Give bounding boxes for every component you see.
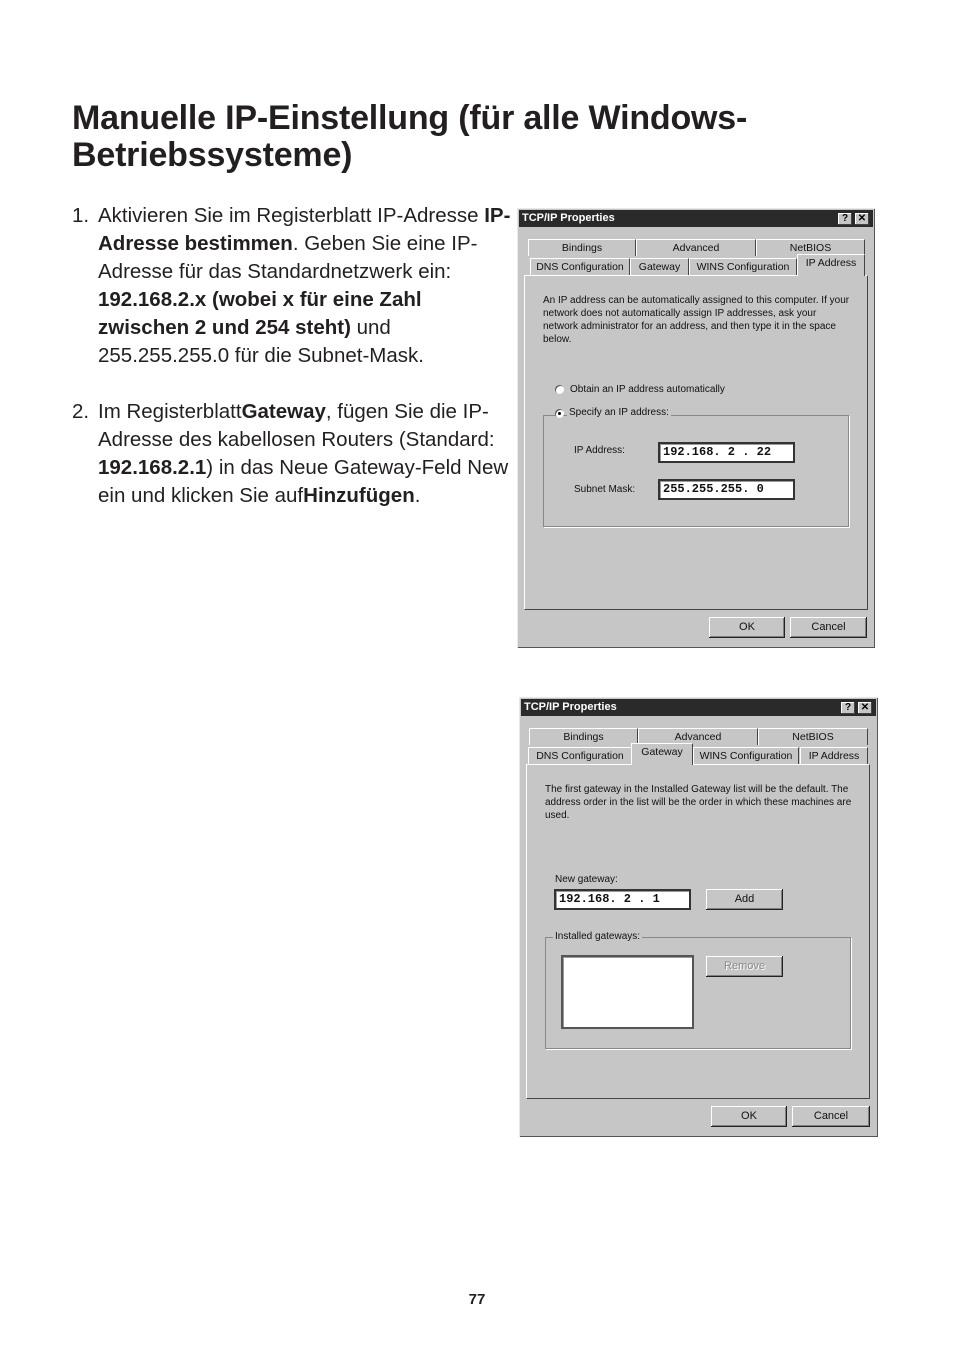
add-button[interactable]: Add: [706, 889, 783, 910]
step-bold: Hinzufügen: [303, 484, 415, 507]
new-gateway-label: New gateway:: [555, 874, 618, 885]
subnet-mask-field[interactable]: 255.255.255. 0: [658, 479, 795, 500]
step-text: Aktivieren Sie im Registerblatt IP-Adresse: [98, 204, 485, 227]
step-text: , fügen Sie die IP-Adresse des kabellosen Routers (Standard:: [98, 400, 495, 451]
tab-ip-address[interactable]: IP Address: [797, 254, 865, 276]
ok-button[interactable]: OK: [711, 1106, 787, 1127]
cancel-button[interactable]: Cancel: [790, 617, 867, 638]
step-text: ) in das Neue Gateway-Feld New ein und klicken Sie auf: [98, 456, 509, 507]
step-text: und 255.255.255.0 für die Subnet-Mask.: [98, 316, 424, 367]
step-text: .: [414, 484, 421, 507]
tab-advanced[interactable]: Advanced: [638, 728, 758, 745]
installed-gateways-list[interactable]: [561, 955, 694, 1029]
radio-specify-ip[interactable]: [555, 409, 564, 418]
close-icon[interactable]: ✕: [855, 213, 869, 225]
specify-ip-group: [543, 415, 849, 527]
tab-bindings[interactable]: Bindings: [529, 728, 638, 745]
ip-address-label: IP Address:: [574, 445, 625, 456]
tab-gateway[interactable]: Gateway: [631, 743, 693, 765]
ip-description: An IP address can be automatically assigned to this computer. If your network does not automatically assign IP addresses, ask your network administrator for an address, and then type it in the space below.: [543, 295, 850, 345]
step-number: 2.: [72, 400, 90, 423]
tab-gateway[interactable]: Gateway: [630, 258, 689, 275]
tab-wins-configuration[interactable]: WINS Configuration: [693, 747, 799, 764]
radio-obtain-auto-label: Obtain an IP address automatically: [570, 384, 725, 395]
tcpip-dialog-ip-address: [517, 208, 875, 648]
step-bold: 192.168.2.1: [98, 456, 207, 479]
step-bold: IP-Adresse bestimmen: [98, 204, 511, 255]
step-2: [72, 398, 512, 510]
tab-panel: [526, 764, 870, 1099]
ok-button[interactable]: OK: [709, 617, 785, 638]
step-bold: Gateway: [241, 400, 326, 423]
tcpip-dialog-gateway: [519, 697, 878, 1137]
step-text: Im Registerblatt: [98, 400, 242, 423]
radio-obtain-auto[interactable]: [555, 385, 564, 394]
step-text: . Geben Sie eine IP-Adresse für das Standardnetzwerk ein:: [98, 232, 478, 283]
dialog-titlebar: [519, 210, 873, 227]
new-gateway-field[interactable]: 192.168. 2 . 1: [554, 889, 691, 910]
dialog-title: TCP/IP Properties: [524, 701, 617, 713]
tab-advanced[interactable]: Advanced: [636, 239, 756, 256]
tab-panel: [524, 275, 868, 610]
page-number: 77: [468, 1291, 486, 1308]
dialog-titlebar: [521, 699, 876, 716]
instruction-list: [72, 202, 512, 538]
step-1: [72, 202, 512, 370]
radio-specify-ip-label: Specify an IP address:: [569, 407, 669, 418]
tab-wins-configuration[interactable]: WINS Configuration: [689, 258, 797, 275]
installed-gateways-label: Installed gateways:: [555, 931, 641, 942]
tab-dns-configuration[interactable]: DNS Configuration: [528, 747, 632, 764]
ip-address-field[interactable]: 192.168. 2 . 22: [658, 442, 795, 463]
dialog-title: TCP/IP Properties: [522, 212, 615, 224]
tab-bindings[interactable]: Bindings: [528, 239, 636, 256]
step-number: 1.: [72, 204, 90, 227]
remove-button[interactable]: Remove: [706, 956, 783, 977]
tab-netbios[interactable]: NetBIOS: [758, 728, 868, 745]
page-title: Manuelle IP-Einstellung (für alle Windows-Betriebssysteme): [72, 99, 748, 174]
help-icon[interactable]: ?: [838, 213, 852, 225]
step-bold: 192.168.2.x (wobei x für eine Zahl zwischen 2 und 254 steht): [98, 288, 422, 339]
tab-ip-address[interactable]: IP Address: [800, 747, 868, 764]
cancel-button[interactable]: Cancel: [792, 1106, 870, 1127]
help-icon[interactable]: ?: [841, 702, 855, 714]
tab-dns-configuration[interactable]: DNS Configuration: [530, 258, 630, 275]
gateway-description: The first gateway in the Installed Gateway list will be the default. The address order in the list will be the order in which these machines are used.: [545, 784, 852, 821]
close-icon[interactable]: ✕: [858, 702, 872, 714]
tab-netbios[interactable]: NetBIOS: [756, 239, 865, 256]
subnet-mask-label: Subnet Mask:: [574, 484, 636, 495]
